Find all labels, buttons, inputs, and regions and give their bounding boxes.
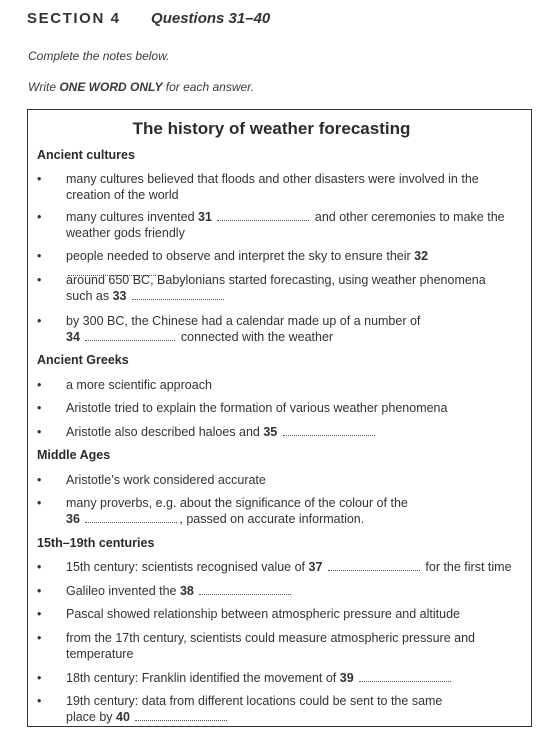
answer-blank-36[interactable] <box>85 512 177 523</box>
bullet-icon: • <box>37 273 42 287</box>
question-number-35: 35 <box>263 425 278 439</box>
answer-blank-34[interactable] <box>85 330 175 341</box>
bullet-icon: • <box>37 378 42 392</box>
section-heading-ancient-greeks: Ancient Greeks <box>37 353 129 367</box>
question-number-38: 38 <box>179 584 194 598</box>
word-limit-emphasis: ONE WORD ONLY <box>59 80 163 94</box>
answer-blank-40[interactable] <box>135 710 227 721</box>
answer-blank-39[interactable] <box>359 671 451 682</box>
section-heading-15th-19th-centuries: 15th–19th centuries <box>37 536 155 550</box>
bullet-icon: • <box>37 172 42 186</box>
bullet-icon: • <box>37 249 42 263</box>
question-number-32: 32 <box>414 249 429 263</box>
question-number-33: 33 <box>112 289 127 303</box>
section-header <box>27 10 270 28</box>
bullet-icon: • <box>37 671 42 685</box>
bullet-icon: • <box>37 210 42 224</box>
answer-blank-38[interactable] <box>199 584 291 595</box>
instruction-complete: Complete the notes below. <box>28 49 170 63</box>
bullet-icon: • <box>37 425 42 439</box>
answer-blank-33[interactable] <box>132 289 224 300</box>
bullet-icon: • <box>37 584 42 598</box>
question-number-36: 36 <box>66 512 80 526</box>
notes-title: The history of weather forecasting <box>132 119 411 138</box>
bullet-icon: • <box>37 560 42 574</box>
question-number-37: 37 <box>308 560 323 574</box>
questions-label: Questions 31–40 <box>151 10 271 27</box>
answer-blank-35[interactable] <box>283 425 375 436</box>
bullet-icon: • <box>37 401 42 415</box>
bullet-icon: • <box>37 694 42 708</box>
bullet-icon: • <box>37 631 42 645</box>
question-number-40: 40 <box>116 710 130 724</box>
bullet-icon: • <box>37 473 42 487</box>
bullet-icon: • <box>37 314 42 328</box>
bullet-icon: • <box>37 607 42 621</box>
section-heading-ancient-cultures: Ancient cultures <box>37 148 135 162</box>
section-label: SECTION 4 <box>27 10 121 27</box>
section-heading-middle-ages: Middle Ages <box>37 448 111 462</box>
answer-blank-37[interactable] <box>328 560 420 571</box>
answer-blank-31[interactable] <box>217 210 309 221</box>
question-number-34: 34 <box>66 330 80 344</box>
question-number-31: 31 <box>198 210 212 224</box>
instruction-word-limit: Write ONE WORD ONLY for each answer. <box>28 80 255 94</box>
question-number-39: 39 <box>339 671 354 685</box>
bullet-icon: • <box>37 496 42 510</box>
